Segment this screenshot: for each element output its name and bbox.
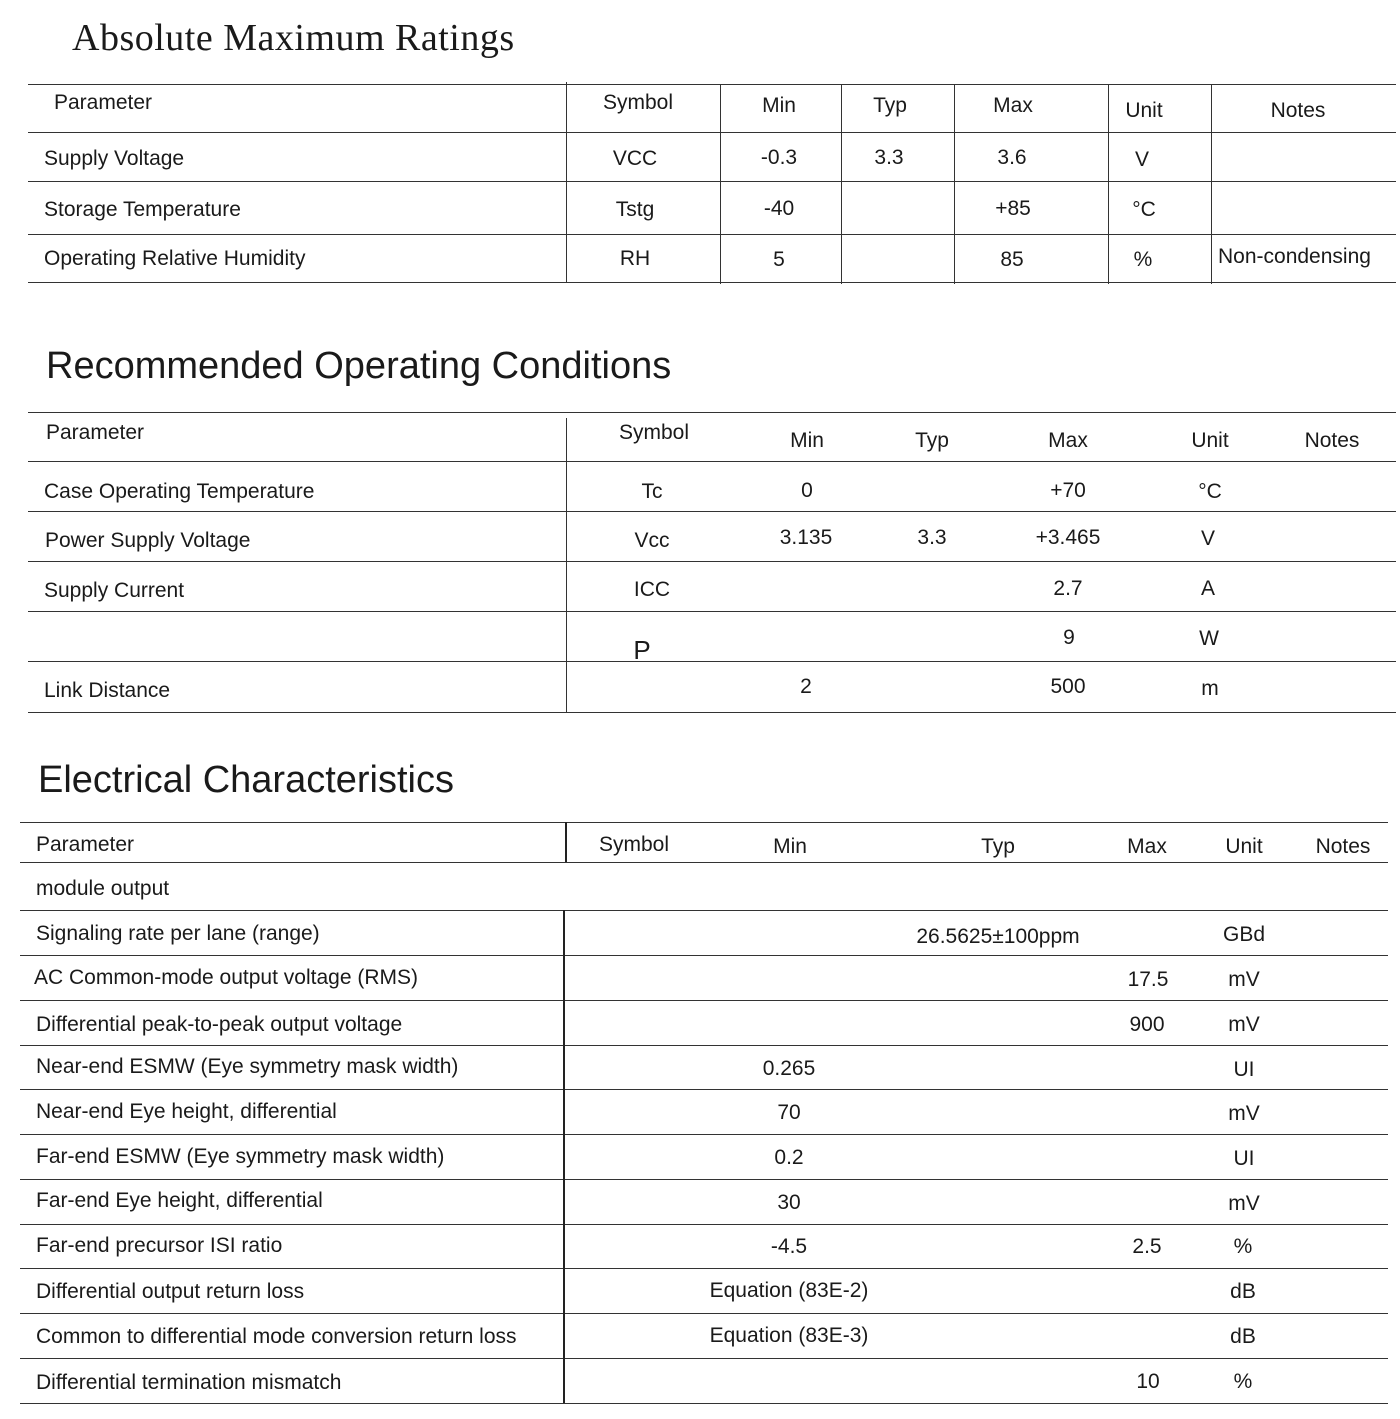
table-cell: GBd bbox=[1222, 923, 1266, 946]
header-notes: Notes bbox=[1304, 429, 1360, 452]
header-min: Min bbox=[773, 835, 807, 858]
header-max: Max bbox=[1048, 429, 1088, 452]
divider bbox=[566, 418, 567, 712]
table-cell: 3.3 bbox=[874, 146, 904, 169]
table-cell: V bbox=[1134, 148, 1150, 171]
table-cell: Vcc bbox=[634, 529, 670, 552]
table-cell: mV bbox=[1228, 1102, 1260, 1125]
divider bbox=[28, 511, 1396, 512]
divider bbox=[20, 1045, 1388, 1046]
table-cell: Common to differential mode conversion return loss bbox=[36, 1325, 517, 1348]
table-cell: 3.3 bbox=[917, 526, 947, 549]
table-cell: % bbox=[1233, 1235, 1253, 1258]
table-cell: 2 bbox=[800, 675, 812, 698]
table-cell: +3.465 bbox=[1035, 526, 1101, 549]
table-cell: m bbox=[1201, 677, 1219, 700]
table-cell: Supply Voltage bbox=[44, 147, 185, 170]
header-symbol: Symbol bbox=[602, 91, 674, 114]
table-cell: Tstg bbox=[615, 198, 655, 221]
divider bbox=[28, 132, 1396, 133]
header-typ: Typ bbox=[873, 94, 907, 117]
divider bbox=[20, 1313, 1388, 1314]
table-cell: Far-end precursor ISI ratio bbox=[36, 1234, 283, 1257]
table-cell: +70 bbox=[1050, 479, 1086, 502]
table-cell: AC Common-mode output voltage (RMS) bbox=[34, 966, 418, 989]
recommended-title: Recommended Operating Conditions bbox=[46, 345, 672, 387]
table-cell: 900 bbox=[1129, 1013, 1165, 1036]
table-cell: RH bbox=[619, 247, 651, 270]
header-min: Min bbox=[762, 94, 796, 117]
table-cell: Signaling rate per lane (range) bbox=[36, 922, 320, 945]
table-cell: Supply Current bbox=[44, 579, 185, 602]
header-symbol: Symbol bbox=[598, 833, 670, 856]
table-cell: 2.7 bbox=[1053, 577, 1083, 600]
header-symbol: Symbol bbox=[618, 421, 690, 444]
table-cell: Equation (83E-2) bbox=[709, 1279, 869, 1302]
table-cell: UI bbox=[1233, 1058, 1255, 1081]
divider bbox=[20, 1134, 1388, 1135]
table-cell: W bbox=[1199, 627, 1219, 650]
table-cell: Differential peak-to-peak output voltage bbox=[36, 1013, 403, 1036]
divider bbox=[1108, 84, 1109, 284]
table-cell: Storage Temperature bbox=[44, 198, 241, 221]
table-cell: Equation (83E-3) bbox=[709, 1324, 869, 1347]
table-cell: -40 bbox=[763, 197, 795, 220]
header-max: Max bbox=[1127, 835, 1167, 858]
divider bbox=[20, 862, 1388, 863]
table-cell: 0.2 bbox=[774, 1146, 804, 1169]
table-cell: Near-end Eye height, differential bbox=[36, 1100, 337, 1123]
header-unit: Unit bbox=[1191, 429, 1229, 452]
table-cell: Far-end Eye height, differential bbox=[36, 1189, 323, 1212]
table-cell: 500 bbox=[1050, 675, 1086, 698]
table-cell: 0.265 bbox=[762, 1057, 816, 1080]
divider bbox=[565, 822, 567, 862]
header-max: Max bbox=[993, 94, 1033, 117]
table-cell: 10 bbox=[1136, 1370, 1160, 1393]
divider bbox=[563, 910, 565, 1403]
divider bbox=[20, 1403, 1388, 1404]
divider bbox=[20, 1179, 1388, 1180]
table-cell: 30 bbox=[777, 1191, 801, 1214]
table-cell: Case Operating Temperature bbox=[44, 480, 315, 503]
table-cell: % bbox=[1233, 1370, 1253, 1393]
header-unit: Unit bbox=[1225, 835, 1263, 858]
divider bbox=[28, 412, 1396, 413]
table-cell: 3.6 bbox=[997, 146, 1027, 169]
table-cell: Operating Relative Humidity bbox=[44, 247, 306, 270]
divider bbox=[28, 561, 1396, 562]
table-cell: A bbox=[1200, 577, 1216, 600]
table-cell: UI bbox=[1233, 1147, 1255, 1170]
table-cell: V bbox=[1200, 527, 1216, 550]
table-cell: 3.135 bbox=[779, 526, 833, 549]
header-typ: Typ bbox=[915, 429, 949, 452]
divider bbox=[720, 84, 721, 284]
table-cell: +85 bbox=[995, 197, 1031, 220]
header-notes: Notes bbox=[1270, 99, 1326, 122]
divider bbox=[28, 282, 1396, 283]
header-parameter: Parameter bbox=[46, 421, 145, 444]
table-cell: Non-condensing bbox=[1218, 245, 1371, 268]
table-cell: Differential termination mismatch bbox=[36, 1371, 342, 1394]
divider bbox=[20, 1358, 1388, 1359]
table-cell: °C bbox=[1198, 480, 1222, 503]
header-parameter: Parameter bbox=[36, 833, 135, 856]
table-cell: 70 bbox=[777, 1101, 801, 1124]
divider bbox=[28, 461, 1396, 462]
table-cell: VCC bbox=[612, 147, 658, 170]
table-cell: 17.5 bbox=[1127, 968, 1169, 991]
divider bbox=[841, 84, 842, 284]
divider bbox=[20, 955, 1388, 956]
divider bbox=[20, 1089, 1388, 1090]
table-cell: 5 bbox=[773, 248, 785, 271]
table-cell: P bbox=[633, 635, 651, 665]
table-cell: °C bbox=[1132, 198, 1156, 221]
table-cell: Far-end ESMW (Eye symmetry mask width) bbox=[36, 1145, 445, 1168]
table-cell: 26.5625±100ppm bbox=[916, 925, 1080, 948]
table-cell: mV bbox=[1228, 968, 1260, 991]
header-unit: Unit bbox=[1125, 99, 1163, 122]
divider bbox=[954, 84, 955, 284]
divider bbox=[20, 910, 1388, 911]
table-cell: Differential output return loss bbox=[36, 1280, 305, 1303]
table-cell: Link Distance bbox=[44, 679, 171, 702]
table-cell: dB bbox=[1230, 1325, 1256, 1348]
divider bbox=[28, 181, 1396, 182]
absolute-max-title: Absolute Maximum Ratings bbox=[72, 17, 515, 59]
electrical-title: Electrical Characteristics bbox=[38, 759, 454, 801]
table-cell: Near-end ESMW (Eye symmetry mask width) bbox=[36, 1055, 459, 1078]
table-cell: -0.3 bbox=[760, 146, 798, 169]
header-notes: Notes bbox=[1315, 835, 1371, 858]
section-label: module output bbox=[36, 877, 170, 900]
table-cell: 0 bbox=[801, 479, 813, 502]
divider bbox=[20, 822, 1388, 823]
table-cell: dB bbox=[1230, 1280, 1256, 1303]
divider bbox=[28, 84, 1396, 85]
divider bbox=[28, 661, 1396, 662]
divider bbox=[20, 1000, 1388, 1001]
table-cell: 2.5 bbox=[1132, 1235, 1162, 1258]
table-cell: 9 bbox=[1063, 626, 1075, 649]
table-cell: 85 bbox=[1000, 248, 1024, 271]
table-cell: mV bbox=[1228, 1013, 1260, 1036]
divider bbox=[28, 611, 1396, 612]
table-cell: mV bbox=[1228, 1192, 1260, 1215]
divider bbox=[20, 1268, 1388, 1269]
table-cell: -4.5 bbox=[770, 1235, 808, 1258]
table-cell: Power Supply Voltage bbox=[45, 529, 251, 552]
header-parameter: Parameter bbox=[54, 91, 153, 114]
table-cell: ICC bbox=[633, 578, 671, 601]
divider bbox=[566, 82, 567, 282]
table-cell: Tc bbox=[641, 480, 663, 503]
table-cell: % bbox=[1133, 248, 1153, 271]
header-typ: Typ bbox=[981, 835, 1015, 858]
divider bbox=[28, 712, 1396, 713]
divider bbox=[28, 234, 1396, 235]
divider bbox=[1211, 84, 1212, 284]
divider bbox=[20, 1224, 1388, 1225]
header-min: Min bbox=[790, 429, 824, 452]
